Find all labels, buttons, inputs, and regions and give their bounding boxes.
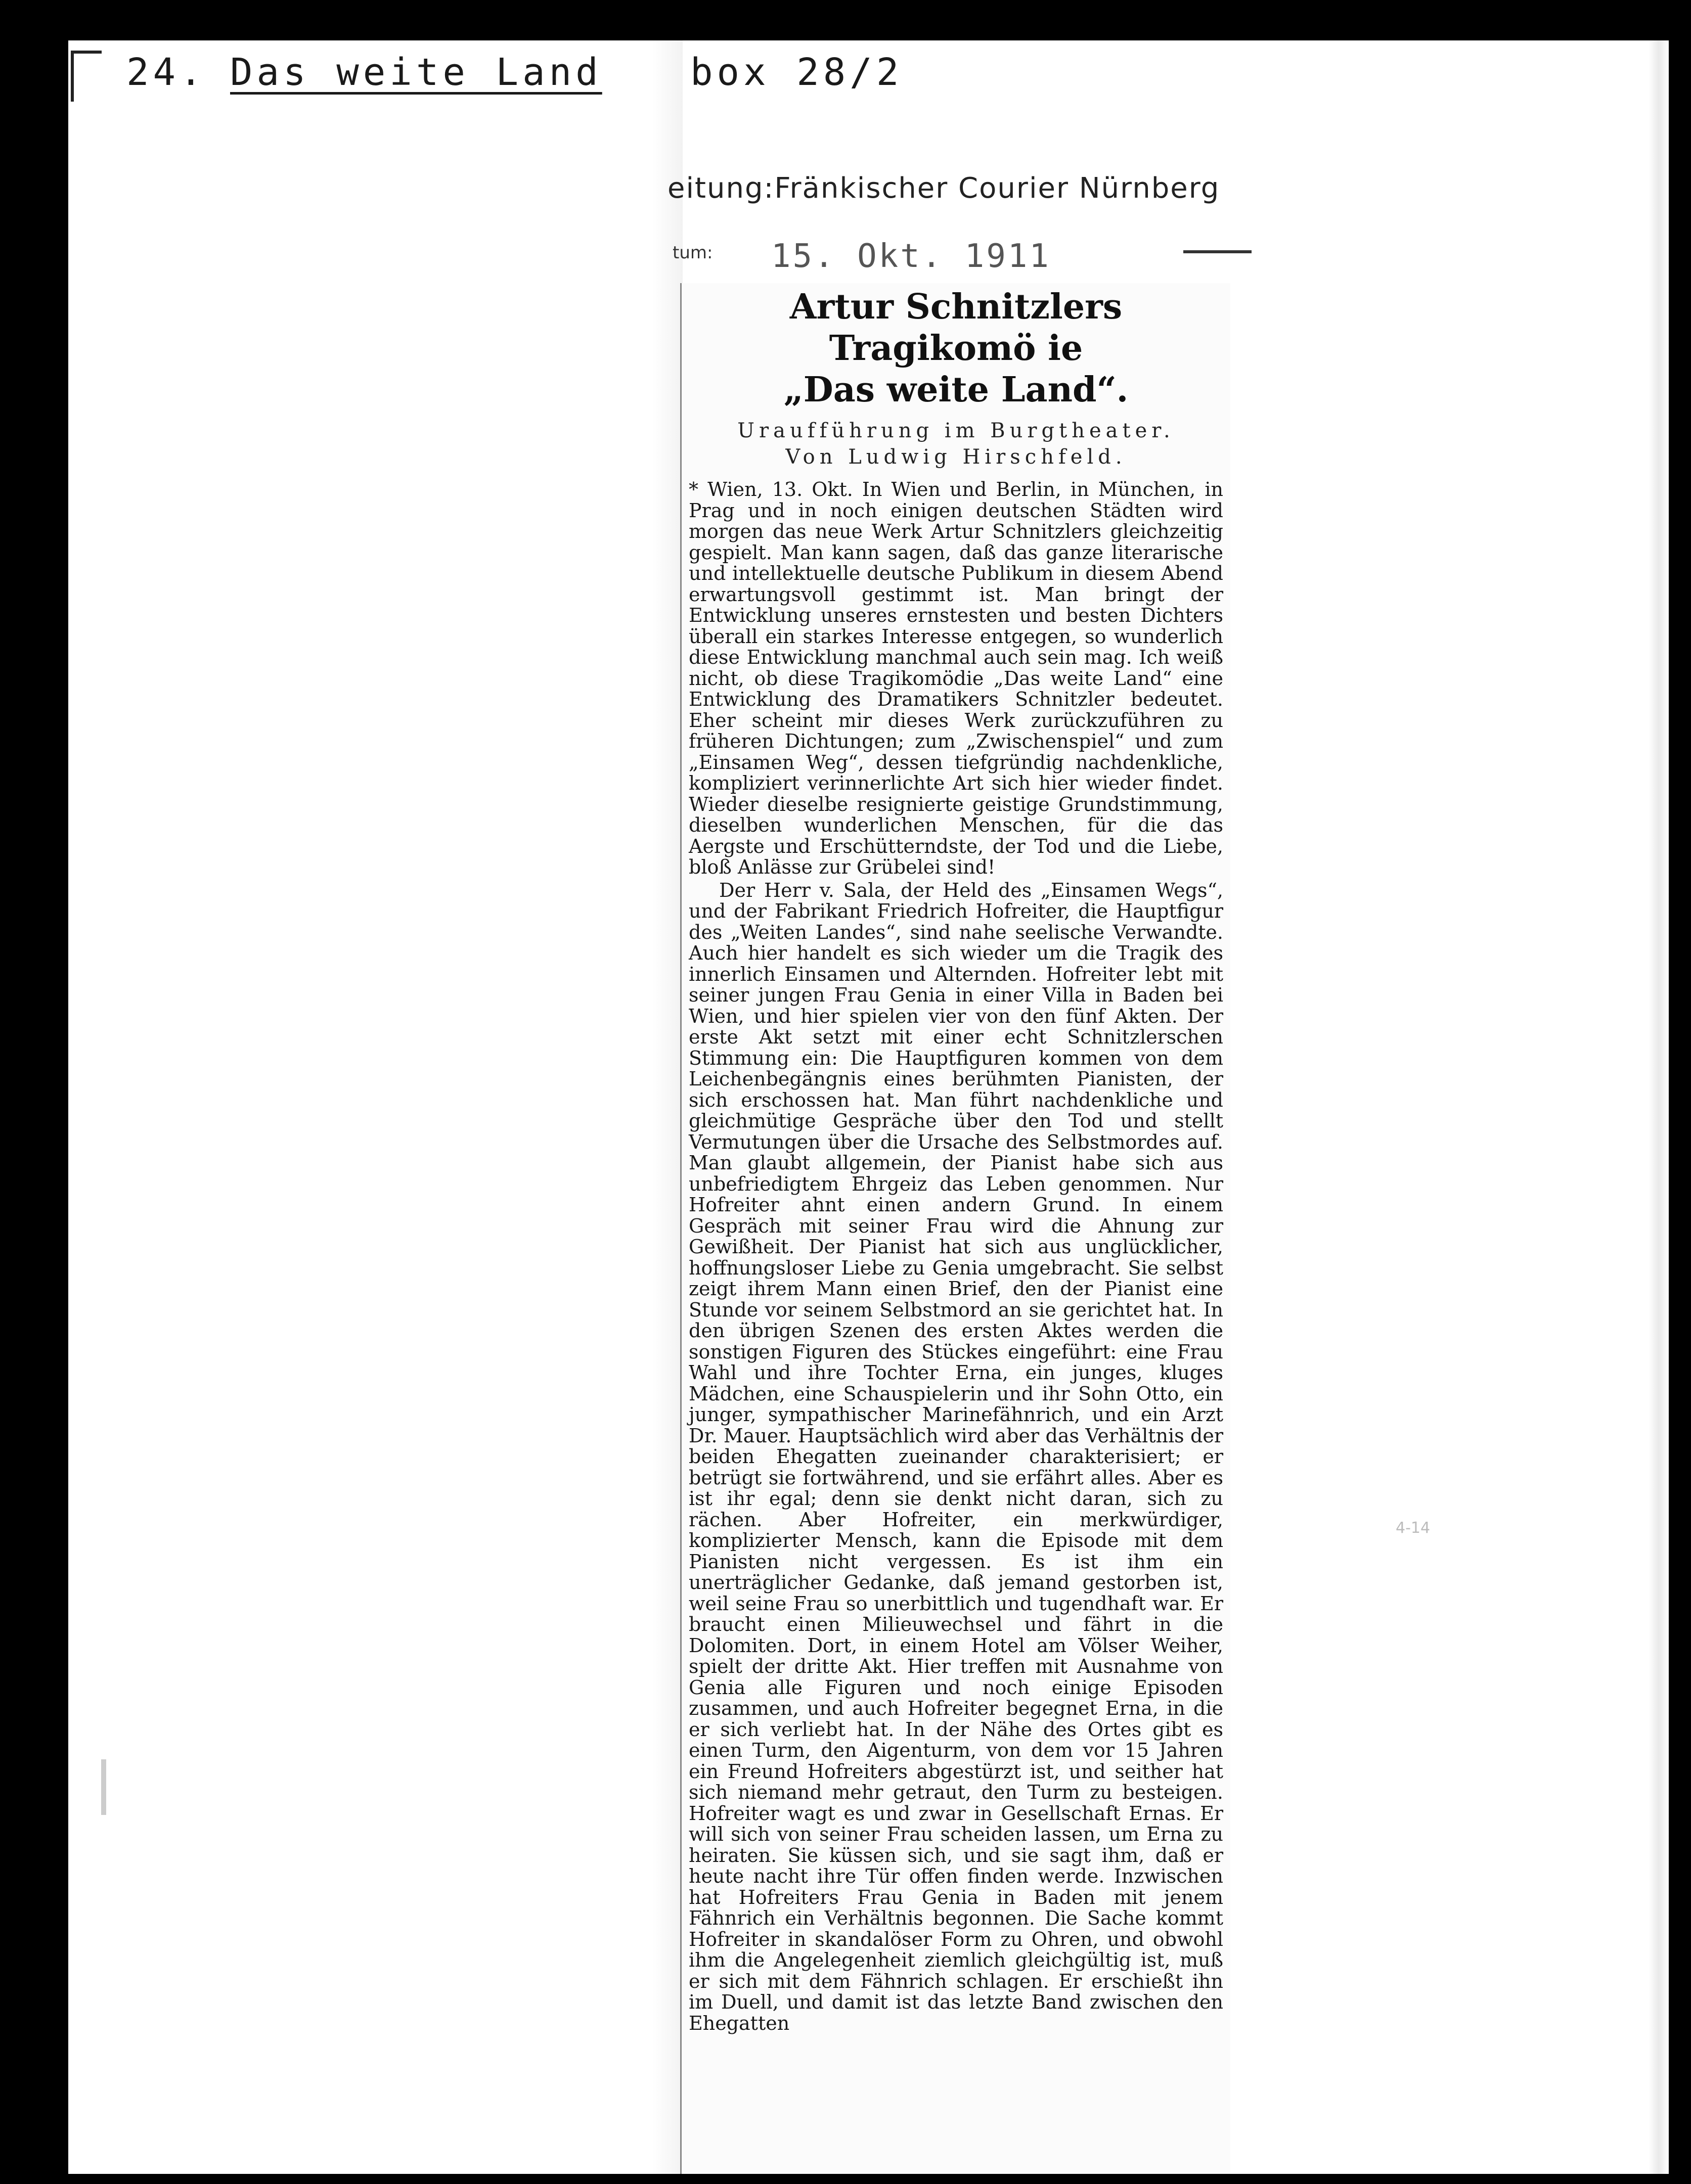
archive-item-number: 24. <box>126 51 206 94</box>
pencil-rule-mark <box>1183 250 1252 253</box>
article-headline <box>687 286 1225 411</box>
subhead-line-2: Von Ludwig Hirschfeld. <box>785 445 1127 469</box>
sheet-edge-shadow <box>1649 40 1669 2174</box>
newspaper-clipping <box>680 283 1230 2174</box>
margin-pencil-note: 4-14 <box>1396 1519 1431 1537</box>
headline-line-1: Artur Schnitzlers Tragikomö ie <box>789 287 1123 369</box>
paper-fold-shade <box>652 40 683 2174</box>
date-prefix-label: tum: <box>673 243 713 263</box>
headline-line-2: „Das weite Land“. <box>783 370 1129 410</box>
corner-bracket-mark <box>71 51 102 102</box>
article-subhead <box>687 418 1225 470</box>
paper-scuff-mark <box>101 1759 106 1815</box>
article-body <box>689 479 1223 2034</box>
date-stamp: 15. Okt. 1911 <box>771 238 1051 275</box>
article-paragraph-2: Der Herr v. Sala, der Held des „Einsamen Wegs“, und der Fabrikant Friedrich Hofreiter, die Hauptfigur des „Weiten Landes“, sind nahe seelische Verwandte. Auch hier handelt es sich wieder um die Tragik des innerlich Einsamen und Alternden. Hofreiter lebt mit seiner jungen Frau Genia in einer Villa in Baden bei Wien, und hier spielen vier von den fünf Akten. Der erste Akt setzt mit einer echt Schnitzlerschen Stimmung ein: Die Hauptfiguren kommen von dem Leichenbegängnis eines berühmten Pianisten, der sich erschossen hat. Man führt nachdenkliche und gleichmütige Gespräche über den Tod und stellt Vermutungen über die Ursache des Selbstmordes auf. Man glaubt allgemein, der Pianist habe sich aus unbefriedigtem Ehrgeiz das Leben genommen. Nur Hofreiter ahnt einen andern Grund. In einem Gespräch mit seiner Frau wird die Ahnung zur Gewißheit. Der Pianist hat sich aus unglücklicher, hoffnungsloser Liebe zu Genia umgebracht. Sie selbst zeigt ihrem Mann einen Brief, den der Pianist eine Stunde vor seinem Selbstmord an sie gerichtet hat. In den übrigen Szenen des ersten Aktes werden die sonstigen Figuren des Stückes eingeführt: eine Frau Wahl und ihre Tochter Erna, ein junges, kluges Mädchen, eine Schauspielerin und ihr Sohn Otto, ein junger, sympathischer Marinefähnrich, und ein Arzt Dr. Mauer. Hauptsächlich wird aber das Verhältnis der beiden Ehegatten zueinander charakterisiert; er betrügt sie fortwährend, und sie erfährt alles. Aber es ist ihr egal; denn sie denkt nicht daran, sich zu rächen. Aber Hofreiter, ein merkwürdiger, komplizierter Mensch, kann die Episode mit dem Pianisten nicht vergessen. Es ist ihm ein unerträglicher Gedanke, daß jemand gestorben ist, weil seine Frau so unerbittlich und tugendhaft war. Er braucht einen Milieuwechsel und fährt in die Dolomiten. Dort, in einem Hotel am Völser Weiher, spielt der dritte Akt. Hier treffen mit Ausnahme von Genia alle Figuren und noch einige Episoden zusammen, und auch Hofreiter begegnet Erna, in die er sich verliebt hat. In der Nähe des Ortes gibt es einen Turm, den Aigenturm, von dem vor 15 Jahren ein Freund Hofreiters abgestürzt ist, und seither hat sich niemand mehr getraut, den Turm zu besteigen. Hofreiter wagt es und zwar in Gesellschaft Ernas. Er will sich von seiner Frau scheiden lassen, um Erna zu heiraten. Sie küssen sich, und sie sagt ihm, daß er heute nacht ihre Tür offen finden werde. Inzwischen hat Hofreiters Frau Genia in Baden mit jenem Fähnrich ein Verhältnis begonnen. Die Sache kommt Hofreiter in skandalöser Form zu Ohren, und obwohl ihm die Angelegenheit ziemlich gleichgültig ist, muß er sich mit dem Fähnrich schlagen. Er erschießt ihn im Duell, und damit ist das letzte Band zwischen den Ehegatten <box>689 879 1223 2034</box>
subhead-line-1: Uraufführung im Burgtheater. <box>737 419 1175 442</box>
archive-work-title: Das weite Land <box>230 51 602 94</box>
newspaper-source: eitung:Fränkischer Courier Nürnberg <box>668 172 1220 205</box>
archive-box-label: box 28/2 <box>690 51 903 94</box>
article-paragraph-1: * Wien, 13. Okt. In Wien und Berlin, in München, in Prag und in noch einigen deutschen Städten wird morgen das neue Werk Artur Schnitzlers gleichzeitig gespielt. Man kann sagen, daß das ganze literarische und intellektuelle deutsche Publikum in diesem Abend erwartungsvoll gestimmt ist. Man bringt der Entwicklung unseres ernstesten und besten Dichters überall ein starkes Interesse entgegen, so wunderlich diese Entwicklung manchmal auch sein mag. Ich weiß nicht, ob diese Tragikomödie „Das weite Land“ eine Entwicklung des Dramatikers Schnitzler bedeutet. Eher scheint mir dieses Werk zurückzuführen zu früheren Dichtungen; zum „Zwischenspiel“ und zum „Einsamen Weg“, dessen tiefgründig nachdenkliche, kompliziert verinnerlichte Art sich hier wieder findet. Wieder dieselbe resignierte geistige Grundstimmung, dieselben wunderlichen Menschen, für die das Aergste und Erschütterndste, der Tod und die Liebe, bloß Anlässe zur Grübelei sind! <box>689 478 1223 878</box>
